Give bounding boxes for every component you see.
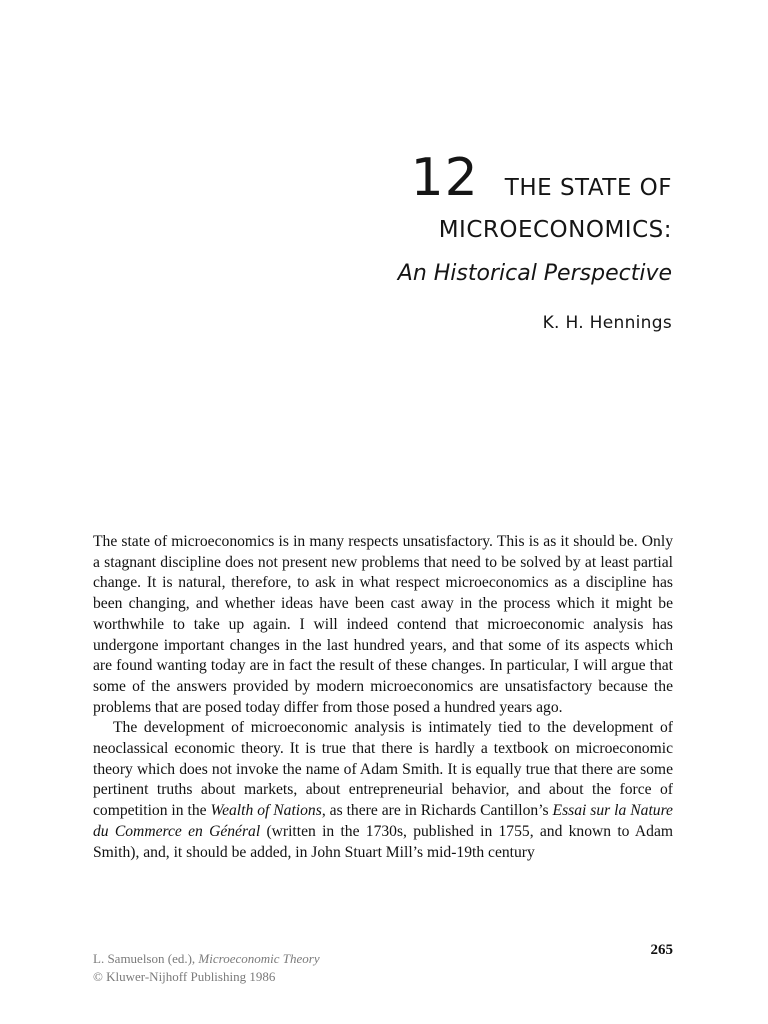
paragraph-2-part-c: (written in the 1730s, published in 1755, and known to Adam Smith), and, it should be added, in John Stuart Mill’s mid-19th century xyxy=(93,822,673,861)
footer-citation xyxy=(93,950,320,986)
chapter-heading-line1 xyxy=(398,150,672,206)
italic-essai-title: Essai sur la Nature du Commerce en Général xyxy=(93,802,673,840)
chapter-subtitle: An Historical Perspective xyxy=(397,261,672,286)
paragraph-2-part-b: , as there are in Richards Cantillon’s xyxy=(321,802,553,820)
paragraph-2 xyxy=(93,718,673,863)
italic-wealth-of-nations: Wealth of Nations xyxy=(210,802,322,820)
chapter-number: 12 xyxy=(410,148,479,208)
citation-editor: L. Samuelson (ed.), xyxy=(93,951,199,966)
copyright-line: © Kluwer-Nijhoff Publishing 1986 xyxy=(93,969,276,984)
page-number: 265 xyxy=(650,942,673,958)
chapter-author: K. H. Hennings xyxy=(542,313,672,333)
citation-title: Microeconomic Theory xyxy=(198,951,320,966)
paragraph-1: The state of microeconomics is in many respects unsatisfactory. This is as it should be. Only a stagnant discipline does not present new problems that need to be solved by at least partial change. It is natural, therefore, to ask in what respect microeconomics as a discipline has been changing, and whether ideas have been cast away in the process which it might be worthwhile to take up again. I will indeed contend that microeconomic analysis has undergone important changes in the last hundred years, and that some of its aspects which are found wanting today are in fact the result of these changes. In particular, I will argue that some of the answers provided by modern microeconomics are unsatisfactory because the problems that are posed today differ from those posed a hundred years ago. xyxy=(93,533,673,716)
chapter-heading xyxy=(398,150,672,334)
body-text xyxy=(93,532,673,863)
citation-line xyxy=(93,950,320,968)
chapter-title-line1: THE STATE OF xyxy=(504,175,672,201)
chapter-title-line2: MICROECONOMICS: xyxy=(438,217,672,243)
paragraph-2-part-a: The development of microeconomic analysis is intimately tied to the development of neoclassical economic theory. It is true that there is hardly a textbook on microeconomic theory which does not invoke the name of Adam Smith. It is equally true that there are some pertinent truths about markets, about entrepreneurial behavior, and about the force of competition in the xyxy=(93,719,673,820)
